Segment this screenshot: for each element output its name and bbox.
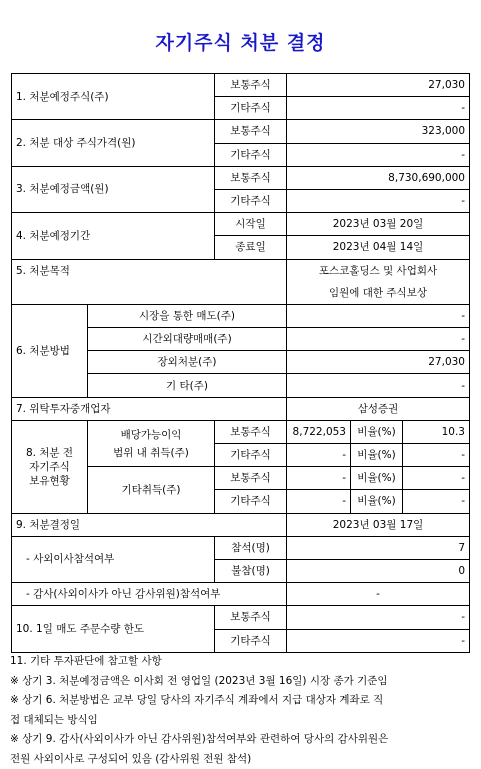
note-line: 전원 사외이사로 구성되어 있음 (감사위원 전원 참석) [10,750,472,769]
acquisition-type-line: 배당가능이익 [121,429,182,441]
method-label: 시장을 통한 매도(주) [88,304,287,327]
table-row [12,397,470,420]
ratio-value: - [403,444,470,467]
cell-value: - [287,629,470,652]
cell-label: 종료일 [215,236,287,259]
ratio-label: 비율(%) [351,420,403,443]
cell-label: 보통주식 [215,166,287,189]
cell-value: 8,722,053 [287,420,351,443]
ratio-value: - [403,467,470,490]
cell-label: 기타주식 [215,490,287,513]
cell-label: 참석(명) [215,536,287,559]
cell-label: 기타주식 [215,97,287,120]
acquisition-type [88,420,215,466]
row-label: 7. 위탁투자중개업자 [12,397,287,420]
cell-value: - [287,189,470,212]
method-value: - [287,328,470,351]
outside-director-label: - 사외이사참석여부 [12,536,215,582]
table-row [12,259,470,282]
row-label: 9. 처분결정일 [12,513,287,536]
method-label: 시간외대량매매(주) [88,328,287,351]
table-row [12,213,470,236]
cell-value: - [287,490,351,513]
note-line: 접 대체되는 방식임 [10,711,472,731]
auditor-value: - [287,583,470,606]
broker-value: 삼성증권 [287,397,470,420]
row-label: 5. 처분목적 [12,259,287,304]
table-row [12,74,470,97]
cell-label: 기타주식 [215,444,287,467]
present-count: 7 [287,536,470,559]
method-value: 27,030 [287,351,470,374]
cell-label: 보통주식 [215,420,287,443]
cell-label: 기타주식 [215,143,287,166]
row-label: 2. 처분 대상 주식가격(원) [12,120,215,166]
table-row [12,513,470,536]
method-value: - [287,374,470,397]
start-date: 2023년 03월 20일 [287,213,470,236]
row-label: 3. 처분예정금액(원) [12,166,215,212]
ratio-label: 비율(%) [351,444,403,467]
cell-label: 보통주식 [215,74,287,97]
cell-label: 보통주식 [215,606,287,629]
table-row [12,120,470,143]
cell-value: - [287,97,470,120]
row-label-line: 8. 처분 전 [26,447,73,459]
method-value: - [287,304,470,327]
cell-label: 불참(명) [215,559,287,582]
end-date: 2023년 04월 14일 [287,236,470,259]
cell-label: 기타주식 [215,629,287,652]
note-line: ※ 상기 9. 감사(사외이사가 아닌 감사위원)참석여부와 관련하여 당사의 감사위원은 [10,730,472,750]
cell-label: 보통주식 [215,120,287,143]
table-row [12,536,470,559]
cell-value: 323,000 [287,120,470,143]
cell-value: 27,030 [287,74,470,97]
ratio-value: 10.3 [403,420,470,443]
method-label: 장외처분(주) [88,351,287,374]
table-row [12,606,470,629]
table-row [12,166,470,189]
ratio-label: 비율(%) [351,490,403,513]
cell-label: 기타주식 [215,189,287,212]
purpose-line2: 임원에 대한 주식보상 [287,282,470,305]
table-row [12,420,470,443]
row-label-line: 자기주식 [29,461,70,473]
ratio-label: 비율(%) [351,467,403,490]
acquisition-type-line: 범위 내 취득(주) [113,447,189,459]
notes-section [10,652,472,769]
note-line: ※ 상기 3. 처분예정금액은 이사회 전 영업일 (2023년 3월 16일) 시장 종가 기준임 [10,672,472,692]
cell-label: 보통주식 [215,467,287,490]
auditor-label: - 감사(사외이사가 아닌 감사위원)참석여부 [12,583,287,606]
acquisition-type: 기타취득(주) [88,467,215,513]
cell-value: - [287,444,351,467]
row-label: 1. 처분예정주식(주) [12,74,215,120]
cell-label: 시작일 [215,213,287,236]
ratio-value: - [403,490,470,513]
method-label: 기 타(주) [88,374,287,397]
table-row [12,583,470,606]
cell-value: - [287,143,470,166]
row-label-line: 보유현황 [29,475,70,487]
purpose-line1: 포스코홀딩스 및 사업회사 [287,259,470,282]
row-label [12,420,88,513]
disposal-table [11,73,470,653]
decision-date: 2023년 03월 17일 [287,513,470,536]
note-line: ※ 상기 6. 처분방법은 교부 당일 당사의 자기주식 계좌에서 지급 대상자 계좌로 직 [10,691,472,711]
row-label: 10. 1일 매도 주문수량 한도 [12,606,215,652]
row-label: 4. 처분예정기간 [12,213,215,259]
cell-value: - [287,606,470,629]
cell-value: - [287,467,351,490]
page-title: 자기주식 처분 결정 [0,28,481,55]
table-row [12,304,470,327]
absent-count: 0 [287,559,470,582]
notes-heading: 11. 기타 투자판단에 참고할 사항 [10,652,472,672]
row-label: 6. 처분방법 [12,304,88,397]
cell-value: 8,730,690,000 [287,166,470,189]
